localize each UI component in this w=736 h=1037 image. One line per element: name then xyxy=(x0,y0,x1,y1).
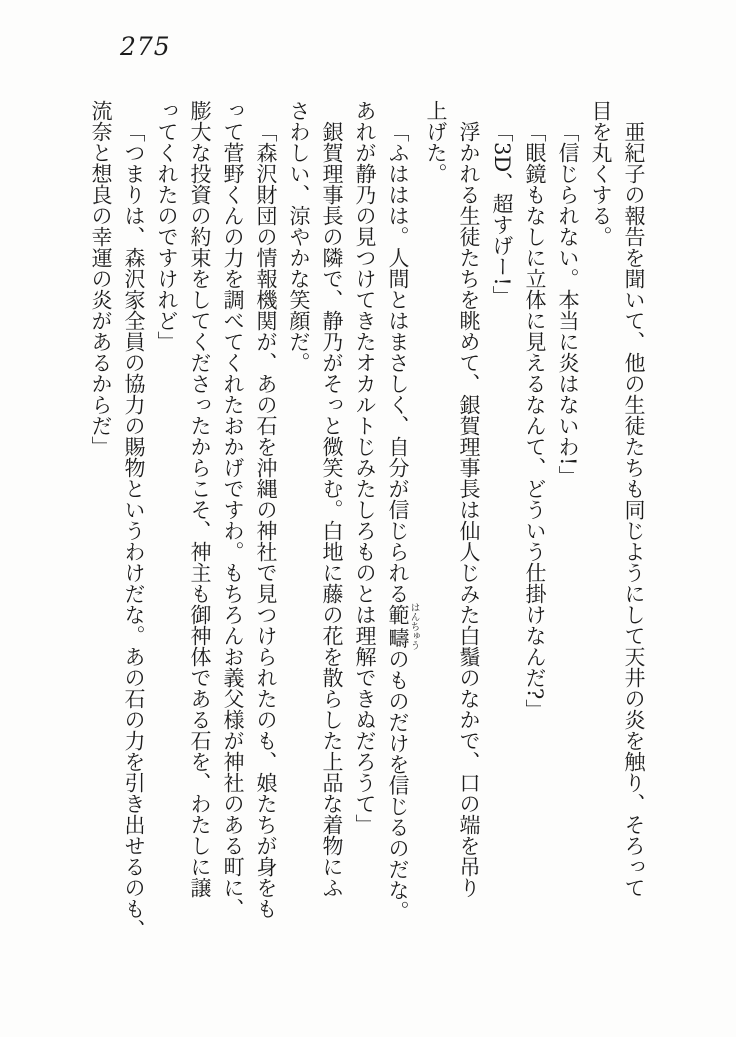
text-line: さわしい、涼やかな笑顔だ。 xyxy=(287,100,311,373)
text-line: ってくれたのですけれど」 xyxy=(155,100,179,352)
text-line: 「3D、超すげー!」 xyxy=(490,121,514,307)
text-line: 「森沢財団の情報機関が、あの石を沖縄の神社で見つけられたのも、娘たちが身をも xyxy=(254,121,278,919)
text-segment: 「ふははは。人間とはまさしく、自分が信じられる xyxy=(386,121,410,604)
text-line: 浮かれる生徒たちを眺めて、銀賀理事長は仙人じみた白鬚のなかで、口の端を吊り xyxy=(457,121,481,898)
text-line: 目を丸くする。 xyxy=(589,100,613,247)
text-line: 「つまりは、森沢家全員の協力の賜物というわけだな。あの石の力を引き出せるのも、 xyxy=(122,121,146,940)
text-line: あれが静乃の見つけてきたオカルトじみたしろものとは理解できぬだろうて」 xyxy=(353,100,377,835)
text-segment: のものだけを信じるのだな。 xyxy=(386,648,410,922)
ruby-annotated-word xyxy=(386,602,420,651)
text-line: 「眼鏡もなしに立体に見えるなんて、どういう仕掛けなんだ?」 xyxy=(523,121,547,721)
text-line: 上げた。 xyxy=(424,100,448,184)
ruby-base: 範疇 xyxy=(386,602,410,651)
text-line: 銀賀理事長の隣で、静乃がそっと微笑む。白地に藤の花を散らした上品な着物にふ xyxy=(320,121,344,898)
page-number: 275 xyxy=(120,32,171,61)
text-line xyxy=(381,100,419,933)
text-block xyxy=(89,100,650,940)
text-line: 「信じられない。本当に炎はないわ!」 xyxy=(556,121,580,487)
text-line: 亜紀子の報告を聞いて、他の生徒たちも同じようにして天井の炎を触り、そろって xyxy=(622,121,646,898)
text-line: って菅野くんの力を調べてくれたおかげですわ。もちろんお義父様が神社のある町に、 xyxy=(221,100,245,919)
text-line: 膨大な投資の約束をしてくださったからこそ、神主も御神体である石を、わたしに譲 xyxy=(188,100,212,898)
text-line: 流奈と想良の幸運の炎があるからだ」 xyxy=(89,100,113,457)
furigana: はんちゅう xyxy=(408,602,420,651)
